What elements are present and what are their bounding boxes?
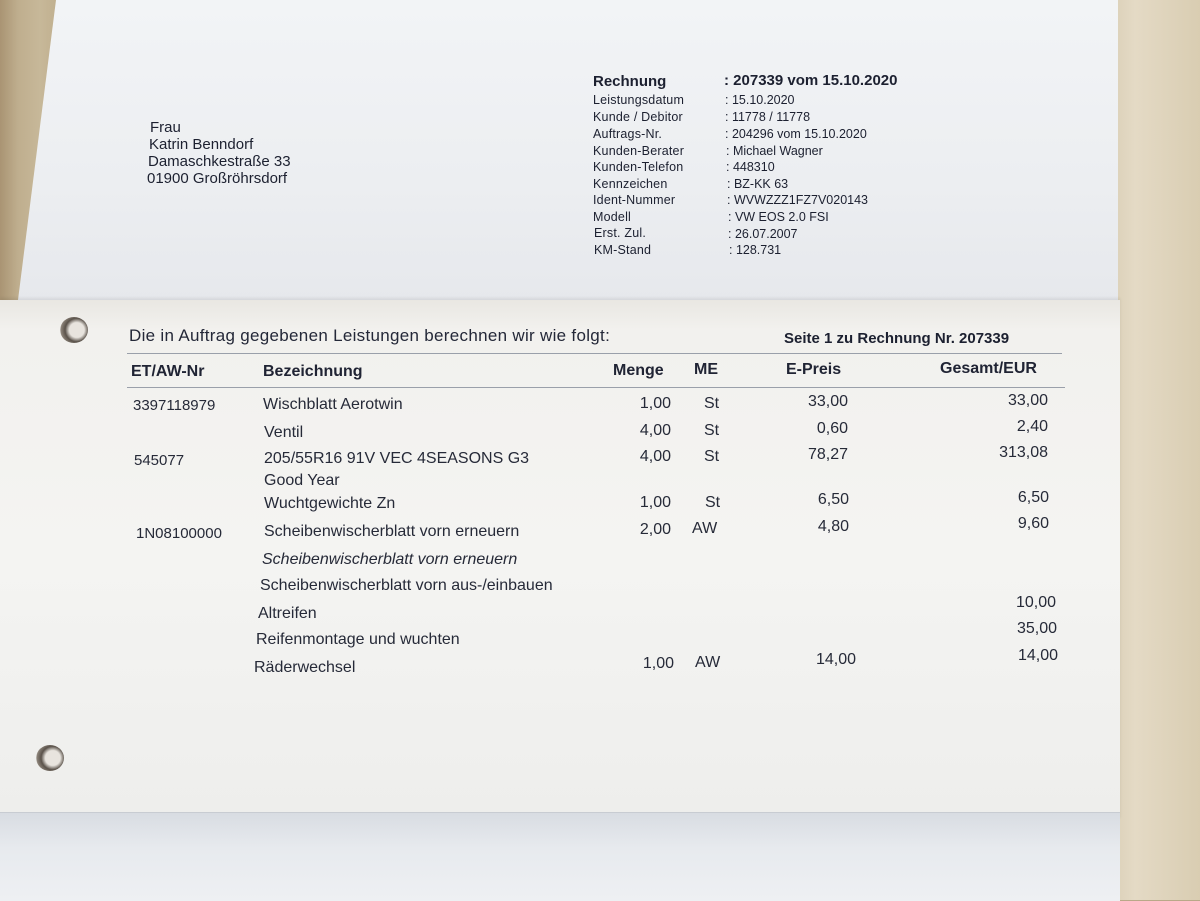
cell-part-number: 1N08100000 bbox=[136, 525, 222, 542]
cell-description-line2: Good Year bbox=[264, 472, 340, 490]
cell-unit-price: 33,00 bbox=[770, 393, 848, 411]
invoice-title-label: Rechnung bbox=[593, 73, 666, 90]
field-label: KM-Stand bbox=[594, 243, 651, 257]
header-quantity: Menge bbox=[613, 362, 664, 380]
field-value: : 11778 / 11778 bbox=[725, 110, 810, 124]
field-label: Leistungsdatum bbox=[593, 93, 684, 107]
cell-total: 10,00 bbox=[965, 594, 1056, 612]
field-value: : VW EOS 2.0 FSI bbox=[728, 210, 829, 224]
table-header-rule bbox=[127, 387, 1065, 388]
cell-quantity: 4,00 bbox=[600, 448, 671, 466]
cell-unit-price: 6,50 bbox=[770, 491, 849, 509]
cell-description: Reifenmontage und wuchten bbox=[256, 631, 460, 649]
field-value: : 204296 vom 15.10.2020 bbox=[725, 127, 867, 141]
header-unit-price: E-Preis bbox=[786, 361, 841, 379]
cell-quantity: 4,00 bbox=[600, 422, 671, 440]
recipient-name: Katrin Benndorf bbox=[149, 136, 253, 153]
cell-description: Scheibenwischerblatt vorn erneuern bbox=[264, 523, 519, 541]
field-label: Kunden-Telefon bbox=[593, 160, 683, 174]
cell-description: Altreifen bbox=[258, 605, 317, 623]
cell-unit: AW bbox=[692, 520, 717, 538]
field-value: : 26.07.2007 bbox=[728, 227, 798, 241]
field-label: Ident-Nummer bbox=[593, 193, 675, 207]
cell-description: Wuchtgewichte Zn bbox=[264, 495, 395, 513]
cell-quantity: 1,00 bbox=[602, 655, 674, 673]
cell-description: Scheibenwischerblatt vorn aus-/einbauen bbox=[260, 577, 553, 595]
header-part-number: ET/AW-Nr bbox=[131, 363, 204, 381]
cell-unit: St bbox=[704, 395, 719, 413]
cell-quantity: 1,00 bbox=[600, 494, 671, 512]
cell-unit-price: 78,27 bbox=[770, 446, 848, 464]
cell-unit-price: 4,80 bbox=[770, 518, 849, 536]
header-total: Gesamt/EUR bbox=[940, 360, 1037, 378]
field-label: Erst. Zul. bbox=[594, 226, 646, 240]
recipient-salutation: Frau bbox=[150, 119, 181, 136]
field-value: : Michael Wagner bbox=[726, 144, 823, 158]
field-value: : 448310 bbox=[726, 160, 775, 174]
invoice-title-value: : 207339 vom 15.10.2020 bbox=[724, 72, 897, 89]
page-reference: Seite 1 zu Rechnung Nr. 207339 bbox=[784, 330, 1009, 347]
field-label: Auftrags-Nr. bbox=[593, 127, 662, 141]
cell-description: Wischblatt Aerotwin bbox=[263, 396, 403, 414]
field-label: Kennzeichen bbox=[593, 177, 667, 191]
cell-unit: St bbox=[705, 494, 720, 512]
cell-total: 9,60 bbox=[960, 515, 1049, 533]
punch-hole-upper bbox=[60, 317, 88, 343]
invoice-sheet-bottom bbox=[0, 812, 1120, 901]
cell-unit-price: 0,60 bbox=[770, 420, 848, 438]
field-value: : BZ-KK 63 bbox=[727, 177, 788, 191]
table-top-rule bbox=[127, 353, 1062, 354]
field-value: : 15.10.2020 bbox=[725, 93, 795, 107]
punch-hole-lower bbox=[36, 745, 64, 771]
cell-part-number: 545077 bbox=[134, 452, 184, 469]
cell-part-number: 3397118979 bbox=[133, 397, 215, 414]
cell-description: Scheibenwischerblatt vorn erneuern bbox=[262, 551, 517, 569]
field-value: : 128.731 bbox=[729, 243, 781, 257]
cell-unit: AW bbox=[695, 654, 720, 672]
header-unit: ME bbox=[694, 361, 718, 379]
cell-description: Räderwechsel bbox=[254, 659, 355, 677]
intro-text: Die in Auftrag gegebenen Leistungen berechnen wir wie folgt: bbox=[129, 326, 610, 346]
cell-unit-price: 14,00 bbox=[776, 651, 856, 669]
field-label: Kunden-Berater bbox=[593, 144, 684, 158]
field-value: : WVWZZZ1FZ7V020143 bbox=[727, 193, 868, 207]
cell-total: 33,00 bbox=[960, 392, 1048, 410]
recipient-city: 01900 Großröhrsdorf bbox=[147, 170, 287, 187]
recipient-street: Damaschkestraße 33 bbox=[148, 153, 291, 170]
cell-total: 2,40 bbox=[960, 418, 1048, 436]
cell-unit: St bbox=[704, 448, 719, 466]
field-label: Kunde / Debitor bbox=[593, 110, 683, 124]
cell-total: 35,00 bbox=[965, 620, 1057, 638]
cell-total: 313,08 bbox=[960, 444, 1048, 462]
cell-quantity: 1,00 bbox=[600, 395, 671, 413]
header-description: Bezeichnung bbox=[263, 363, 363, 381]
cell-total: 14,00 bbox=[965, 647, 1058, 665]
cell-description: Ventil bbox=[264, 424, 303, 442]
cell-quantity: 2,00 bbox=[600, 521, 671, 539]
cell-description: 205/55R16 91V VEC 4SEASONS G3 bbox=[264, 450, 529, 468]
cell-unit: St bbox=[704, 422, 719, 440]
field-label: Modell bbox=[593, 210, 631, 224]
cell-total: 6,50 bbox=[960, 489, 1049, 507]
